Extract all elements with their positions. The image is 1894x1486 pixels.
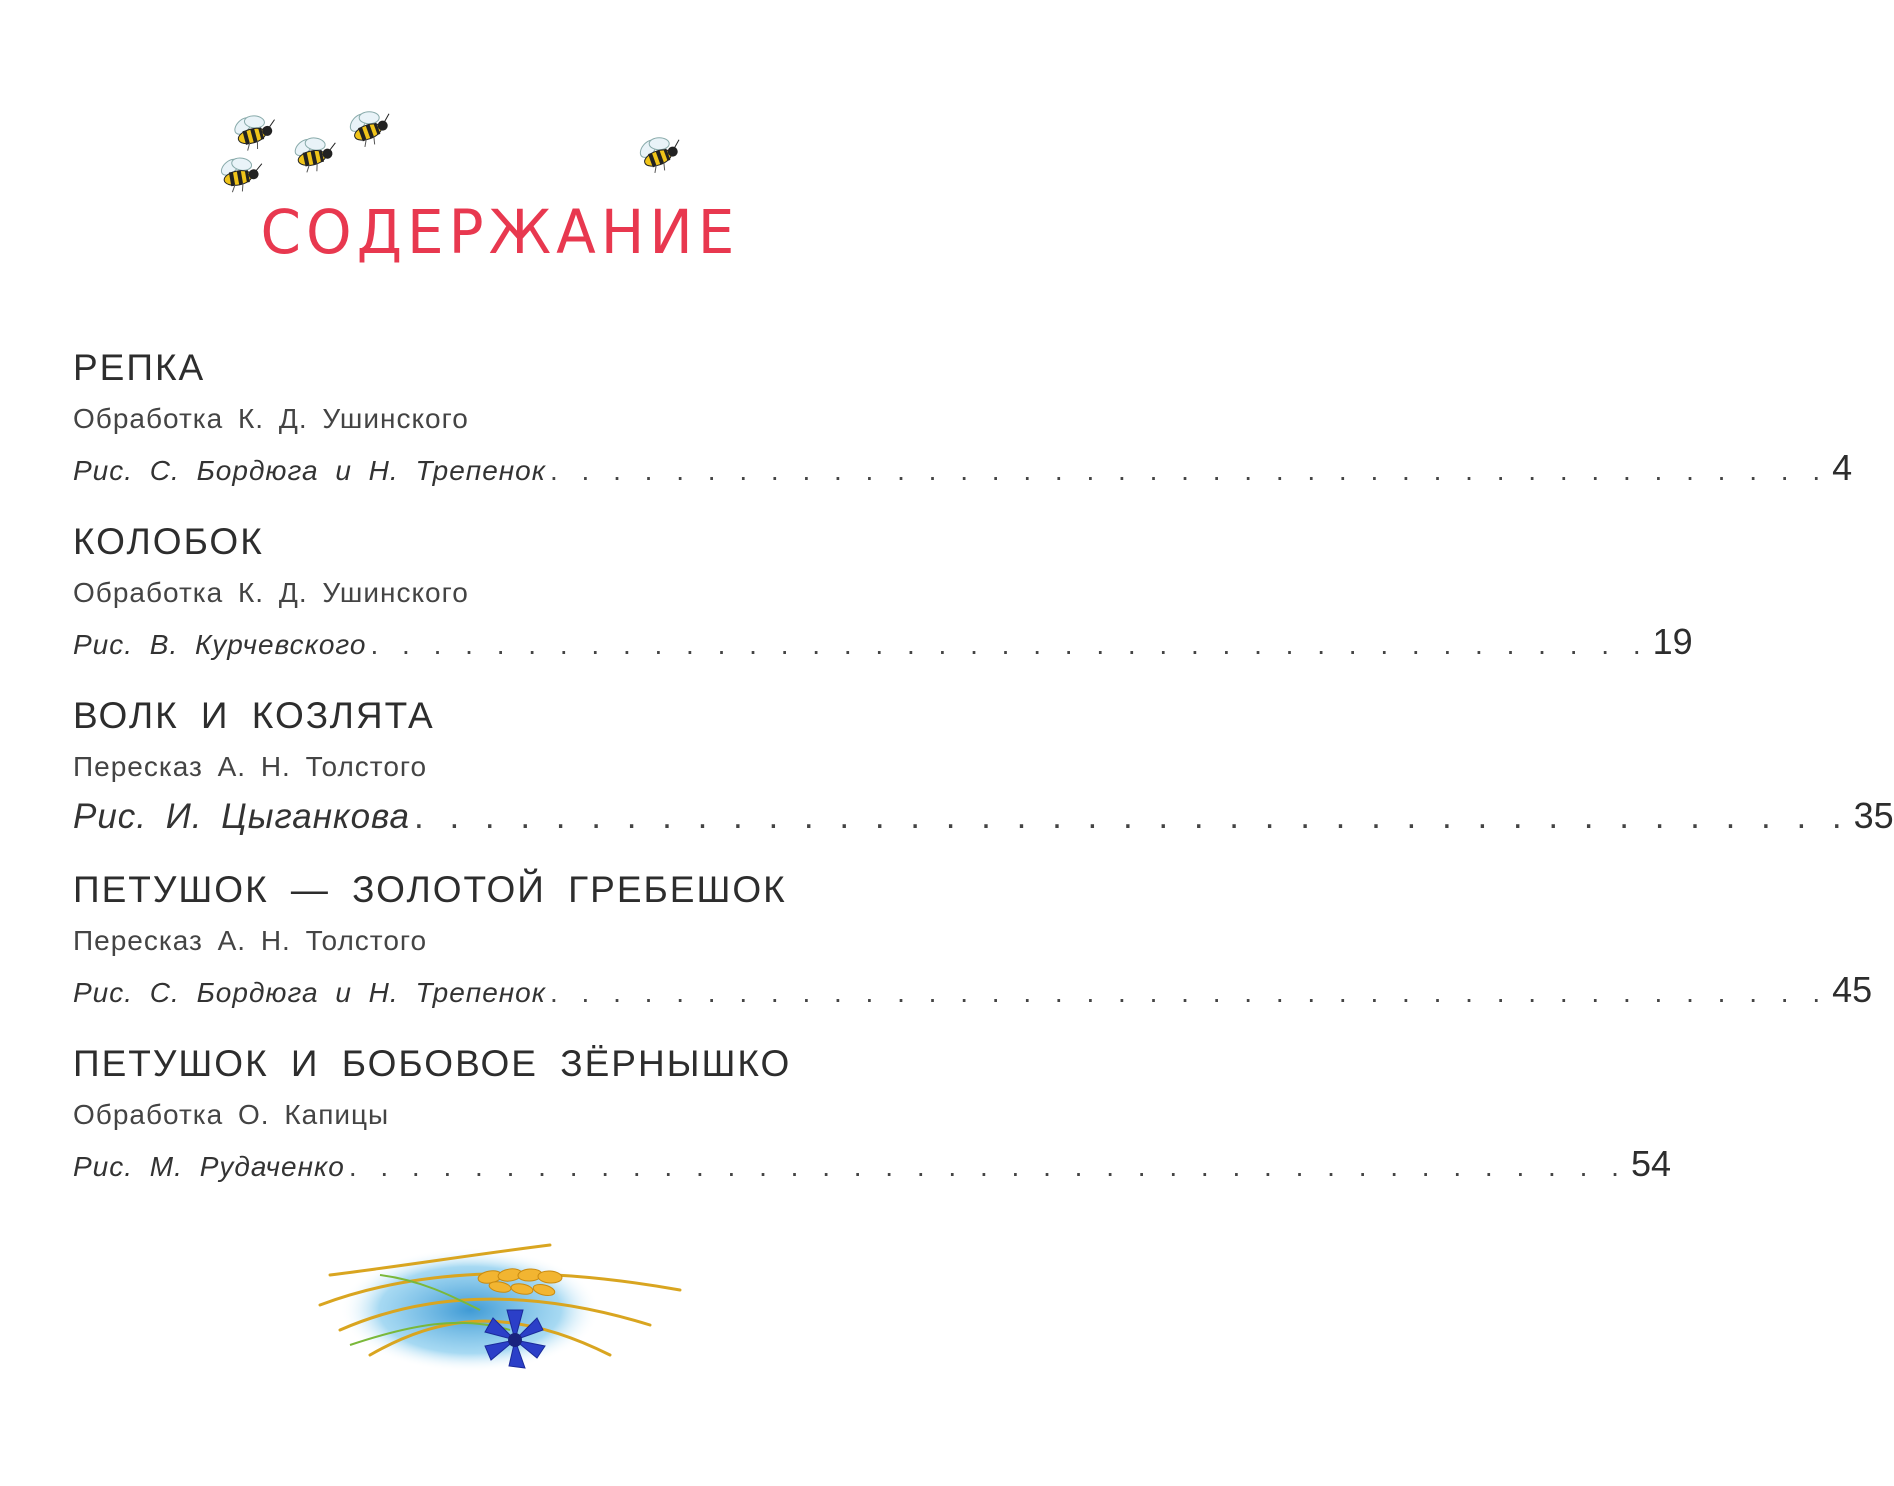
toc-entry [73,340,1853,494]
entry-illustrator: Рис. С. Бордюга и Н. Трепенок [73,455,546,486]
entry-page-number: 19 [1652,621,1693,662]
entry-illustrator-line [73,964,1873,1016]
toc-entry [73,688,1894,842]
entry-adaptation: Обработка К. Д. Ушинского [73,577,469,608]
entry-illustrator-line [73,1138,1671,1190]
bee-icon [344,102,397,151]
leader-dots: . . . . . . . . . . . . . . . . . . . . . . . . . . . . . . . . . . . . . . . . . [549,455,1829,486]
entry-illustrator-line [73,790,1894,842]
leader-dots: . . . . . . . . . . . . . . . . . . . . . . . . . . . . . . . . . . . . . . . . . [370,629,1649,660]
toc-entry [73,862,1873,1016]
entry-illustrator: Рис. В. Курчевского [73,629,367,660]
entry-title: ПЕТУШОК — ЗОЛОТОЙ ГРЕБЕШОК [73,869,787,910]
leader-dots: . . . . . . . . . . . . . . . . . . . . . . . . . . . . . . . . . . . . . . . . . [348,1151,1627,1182]
bee-icon [229,108,281,154]
page-title: СОДЕРЖАНИЕ [260,196,740,268]
toc-entry [73,1036,1671,1190]
entry-page-number: 35 [1853,795,1894,836]
entry-adaptation: Пересказ А. Н. Толстого [73,925,428,956]
bee-icon [634,128,687,177]
entry-illustrator: Рис. М. Рудаченко [73,1151,345,1182]
entry-page-number: 4 [1832,447,1853,488]
entry-adaptation: Обработка К. Д. Ушинского [73,403,469,434]
entry-illustrator-line [73,616,1693,668]
entry-illustrator-line [73,442,1853,494]
leader-dots: . . . . . . . . . . . . . . . . . . . . . . . . . . . . . . . . . . . . . . . . . [414,797,1850,836]
entry-adaptation: Обработка О. Капицы [73,1099,390,1130]
bee-icon [217,152,266,195]
entry-adaptation: Пересказ А. Н. Толстого [73,751,428,782]
entry-title: КОЛОБОК [73,521,264,562]
toc-entry [73,514,1693,668]
entry-title: ПЕТУШОК И БОБОВОЕ ЗЁРНЫШКО [73,1043,792,1084]
entry-illustrator: Рис. И. Цыганкова [73,797,410,836]
bee-icon [290,131,340,175]
entry-illustrator: Рис. С. Бордюга и Н. Трепенок [73,977,546,1008]
entry-page-number: 54 [1630,1143,1671,1184]
leader-dots: . . . . . . . . . . . . . . . . . . . . . . . . . . . . . . . . . . . . . . . . . [549,977,1829,1008]
table-of-contents [73,340,1894,1210]
wheat-and-cornflower-illustration [310,1235,690,1395]
entry-title: РЕПКА [73,347,206,388]
entry-title: ВОЛК И КОЗЛЯТА [73,695,435,736]
entry-page-number: 45 [1832,969,1873,1010]
